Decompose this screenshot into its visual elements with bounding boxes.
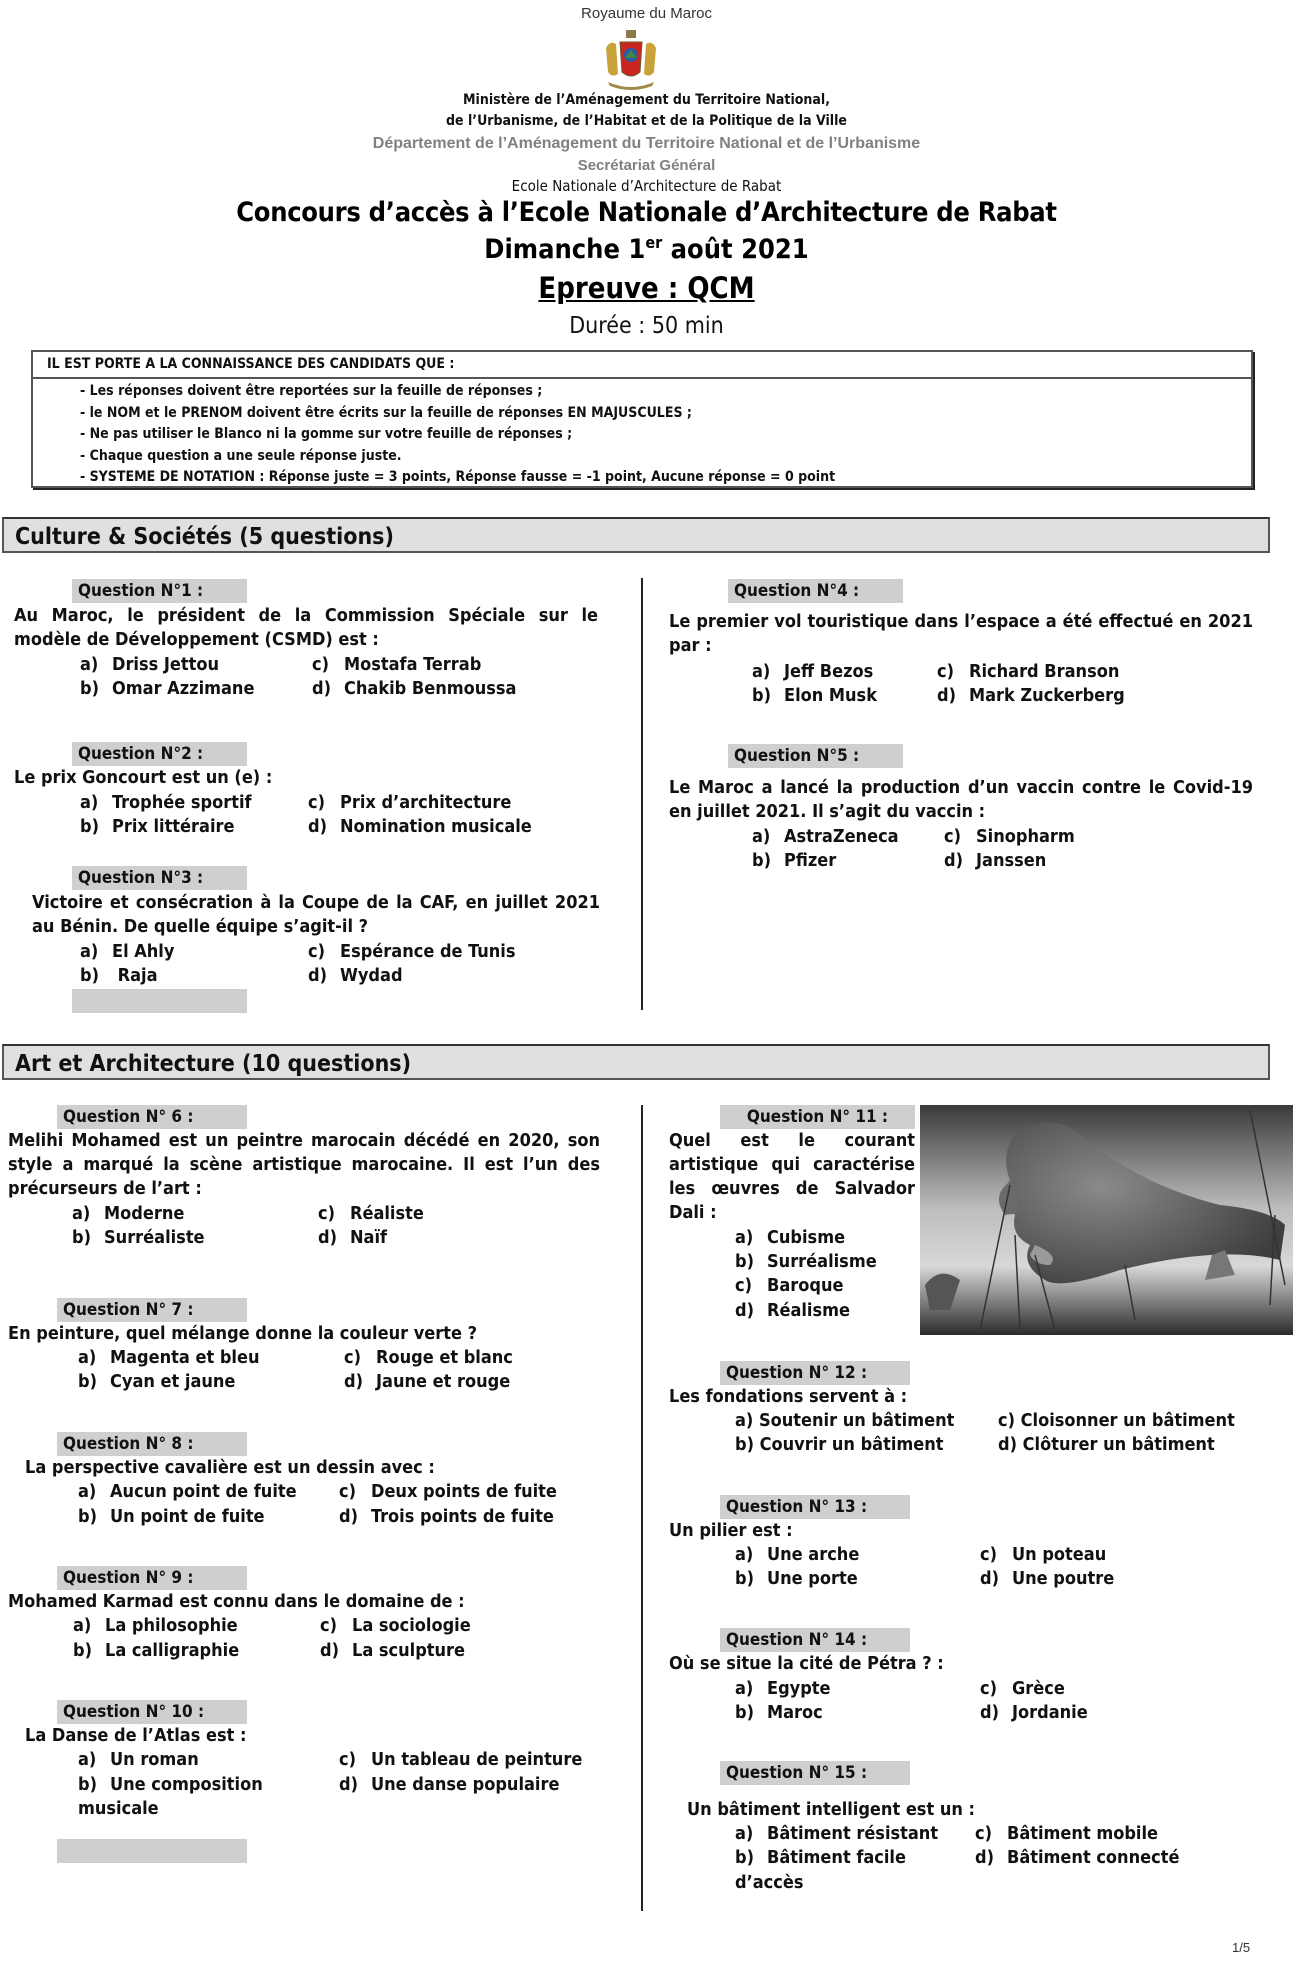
- option-a[interactable]: a) Trophée sportif: [80, 792, 252, 813]
- option-b-continued: musicale: [78, 1798, 159, 1819]
- question-label: Question N° 10 :: [57, 1700, 247, 1724]
- department-line: Département de l’Aménagement du Territoire National et de l’Urbanisme: [372, 135, 921, 152]
- question-text: Victoire et consécration à la Coupe de la CAF, en juillet 2021 au Bénin. De quelle équipe s’agit-il ?: [32, 892, 600, 937]
- exam-date: Dimanche 1er août 2021: [484, 233, 809, 265]
- option-c[interactable]: c) Deux points de fuite: [339, 1481, 557, 1502]
- option-d[interactable]: d) Chakib Benmoussa: [312, 678, 517, 699]
- question-text: Un pilier est :: [669, 1520, 793, 1541]
- question-text: Le Maroc a lancé la production d’un vaccin contre le Covid-19 en juillet 2021. Il s’agit du vaccin :: [669, 777, 1253, 822]
- option-c[interactable]: c) Un poteau: [980, 1544, 1107, 1565]
- option-d[interactable]: d) La sculpture: [320, 1640, 466, 1661]
- question-text: Au Maroc, le président de la Commission Spéciale sur le modèle de Développement (CSMD) est :: [14, 605, 598, 650]
- option-a[interactable]: a) Soutenir un bâtiment: [735, 1410, 955, 1431]
- school-name: Ecole Nationale d’Architecture de Rabat: [511, 177, 782, 195]
- option-c[interactable]: c) Grèce: [980, 1678, 1065, 1699]
- question-label: Question N°1 :: [72, 579, 247, 603]
- secretariat-line: Secrétariat Général: [577, 157, 716, 174]
- notice-item: - Les réponses doivent être reportées sur la feuille de réponses ;: [80, 383, 543, 399]
- question-text: Où se situe la cité de Pétra ? :: [669, 1653, 944, 1674]
- option-a[interactable]: a) Jeff Bezos: [752, 661, 874, 682]
- option-a[interactable]: a) Cubisme: [735, 1227, 846, 1248]
- question-label: Question N° 9 :: [57, 1566, 247, 1590]
- option-b[interactable]: b) Couvrir un bâtiment: [735, 1434, 944, 1455]
- morocco-coat-of-arms-icon: [600, 28, 662, 92]
- option-a[interactable]: a) Bâtiment résistant: [735, 1823, 939, 1844]
- option-b[interactable]: b) Surréalisme: [735, 1251, 877, 1272]
- option-c[interactable]: c) Espérance de Tunis: [308, 941, 516, 962]
- option-a[interactable]: a) Moderne: [72, 1203, 185, 1224]
- question-text: Les fondations servent à :: [669, 1386, 908, 1407]
- option-c[interactable]: c) Prix d’architecture: [308, 792, 512, 813]
- option-c[interactable]: c) Mostafa Terrab: [312, 654, 482, 675]
- option-b[interactable]: b) Maroc: [735, 1702, 823, 1723]
- option-b[interactable]: b) La calligraphie: [73, 1640, 240, 1661]
- question-label: Question N°3 :: [72, 866, 247, 890]
- option-d[interactable]: d) Clôturer un bâtiment: [998, 1434, 1215, 1455]
- question-label: Question N° 14 :: [720, 1628, 910, 1652]
- ministry-line-1: Ministère de l’Aménagement du Territoire National,: [463, 92, 830, 108]
- option-a[interactable]: a) AstraZeneca: [752, 826, 899, 847]
- option-d[interactable]: d) Mark Zuckerberg: [937, 685, 1125, 706]
- option-b[interactable]: b) Surréaliste: [72, 1227, 205, 1248]
- notice-item: - Chaque question a une seule réponse juste.: [80, 447, 402, 464]
- option-a[interactable]: a) Magenta et bleu: [78, 1347, 260, 1368]
- column-divider: [641, 1105, 643, 1911]
- empty-label-bar: [72, 989, 247, 1013]
- option-d[interactable]: d) Nomination musicale: [308, 816, 532, 837]
- notice-heading: IL EST PORTE A LA CONNAISSANCE DES CANDIDATS QUE :: [33, 352, 1251, 379]
- question-label: Question N°2 :: [72, 742, 247, 766]
- empty-label-bar: [57, 1839, 247, 1863]
- notice-item: - SYSTEME DE NOTATION : Réponse juste = 3 points, Réponse fausse = -1 point, Aucune réponse = 0 point: [80, 469, 836, 486]
- question-label: Question N°4 :: [728, 579, 903, 603]
- question-label: Question N° 7 :: [57, 1298, 247, 1322]
- candidate-notice-box: [31, 350, 1253, 488]
- question-text: Le premier vol touristique dans l’espace a été effectué en 2021 par :: [669, 611, 1253, 656]
- column-divider: [641, 578, 643, 1010]
- option-a[interactable]: a) El Ahly: [80, 941, 175, 962]
- option-a[interactable]: a) Un roman: [78, 1749, 199, 1770]
- question-label: Question N° 12 :: [720, 1361, 910, 1385]
- option-a[interactable]: a) La philosophie: [73, 1615, 238, 1636]
- option-a[interactable]: a) Driss Jettou: [80, 654, 220, 675]
- option-d[interactable]: d) Wydad: [308, 965, 403, 986]
- question-text: Un bâtiment intelligent est un :: [687, 1799, 975, 1820]
- option-b[interactable]: b) Cyan et jaune: [78, 1371, 236, 1392]
- option-b[interactable]: b) Un point de fuite: [78, 1506, 265, 1527]
- option-a[interactable]: a) Egypte: [735, 1678, 831, 1699]
- option-c[interactable]: c) Bâtiment mobile: [975, 1823, 1158, 1844]
- question-label: Question N° 6 :: [57, 1105, 247, 1129]
- option-d[interactable]: d) Une danse populaire: [339, 1774, 560, 1795]
- page-number: 1/5: [1232, 1940, 1251, 1955]
- option-c[interactable]: c) Richard Branson: [937, 661, 1120, 682]
- option-b[interactable]: b) Une porte: [735, 1568, 858, 1589]
- question-label: Question N° 8 :: [57, 1432, 247, 1456]
- question-label: Question N° 11 :: [720, 1105, 915, 1129]
- duration-label: Durée : 50 min: [569, 313, 724, 339]
- option-b[interactable]: b) Elon Musk: [752, 685, 877, 706]
- question-text: La Danse de l’Atlas est :: [25, 1725, 247, 1746]
- question-text: La perspective cavalière est un dessin avec :: [25, 1457, 435, 1478]
- question-label: Question N° 15 :: [720, 1761, 910, 1785]
- exam-title: Concours d’accès à l’Ecole Nationale d’Architecture de Rabat: [236, 197, 1057, 228]
- section-header-art-architecture: Art et Architecture (10 questions): [2, 1044, 1270, 1080]
- option-b[interactable]: b) Raja: [80, 965, 158, 986]
- option-c[interactable]: c) Rouge et blanc: [344, 1347, 513, 1368]
- option-c[interactable]: c) Cloisonner un bâtiment: [998, 1410, 1235, 1431]
- option-c[interactable]: c) Réaliste: [318, 1203, 424, 1224]
- notice-list: [33, 379, 1251, 489]
- ministry-line-2: de l’Urbanisme, de l’Habitat et de la Politique de la Ville: [446, 113, 847, 129]
- epreuve-title: Epreuve : QCM: [538, 271, 755, 305]
- question-text: Melihi Mohamed est un peintre marocain décédé en 2020, son style a marqué la scène artistique marocaine. Il est l’un des précurseurs de l’art :: [8, 1130, 600, 1199]
- question-label: Question N° 13 :: [720, 1495, 910, 1519]
- option-a[interactable]: a) Aucun point de fuite: [78, 1481, 297, 1502]
- option-b[interactable]: b) Une composition: [78, 1774, 263, 1795]
- option-d[interactable]: d) Janssen: [944, 850, 1047, 871]
- option-a[interactable]: a) Une arche: [735, 1544, 860, 1565]
- question-text: Le prix Goncourt est un (e) :: [14, 767, 273, 788]
- option-c[interactable]: c) Un tableau de peinture: [339, 1749, 583, 1770]
- option-d[interactable]: d) Jordanie: [980, 1702, 1088, 1723]
- kingdom-label: Royaume du Maroc: [581, 5, 712, 22]
- option-d[interactable]: d) Une poutre: [980, 1568, 1115, 1589]
- option-c[interactable]: c) Sinopharm: [944, 826, 1075, 847]
- option-b[interactable]: b) Bâtiment facile: [735, 1847, 906, 1868]
- option-d[interactable]: d) Bâtiment connecté: [975, 1847, 1180, 1868]
- option-d[interactable]: d) Naïf: [318, 1227, 388, 1248]
- section-header-culture: Culture & Sociétés (5 questions): [2, 517, 1270, 553]
- option-b[interactable]: b) Omar Azzimane: [80, 678, 255, 699]
- notice-item: - le NOM et le PRENOM doivent être écrits sur la feuille de réponses EN MAJUSCULES ;: [80, 404, 692, 421]
- dali-painting-image: [920, 1105, 1293, 1335]
- option-d[interactable]: d) Trois points de fuite: [339, 1506, 554, 1527]
- option-b[interactable]: b) Prix littéraire: [80, 816, 235, 837]
- option-d[interactable]: d) Réalisme: [735, 1300, 850, 1321]
- question-text-end: Dali :: [669, 1202, 717, 1223]
- question-text: En peinture, quel mélange donne la couleur verte ?: [8, 1323, 478, 1344]
- option-d[interactable]: d) Jaune et rouge: [344, 1371, 511, 1392]
- question-text: Mohamed Karmad est connu dans le domaine de :: [8, 1591, 465, 1612]
- option-b-continued: d’accès: [735, 1872, 804, 1893]
- option-c[interactable]: c) La sociologie: [320, 1615, 471, 1636]
- notice-item: - Ne pas utiliser le Blanco ni la gomme sur votre feuille de réponses ;: [80, 426, 573, 443]
- option-c[interactable]: c) Baroque: [735, 1275, 844, 1296]
- question-text: Quel est le courant artistique qui caractérise les œuvres de Salvador: [669, 1130, 915, 1199]
- question-label: Question N°5 :: [728, 744, 903, 768]
- option-b[interactable]: b) Pfizer: [752, 850, 837, 871]
